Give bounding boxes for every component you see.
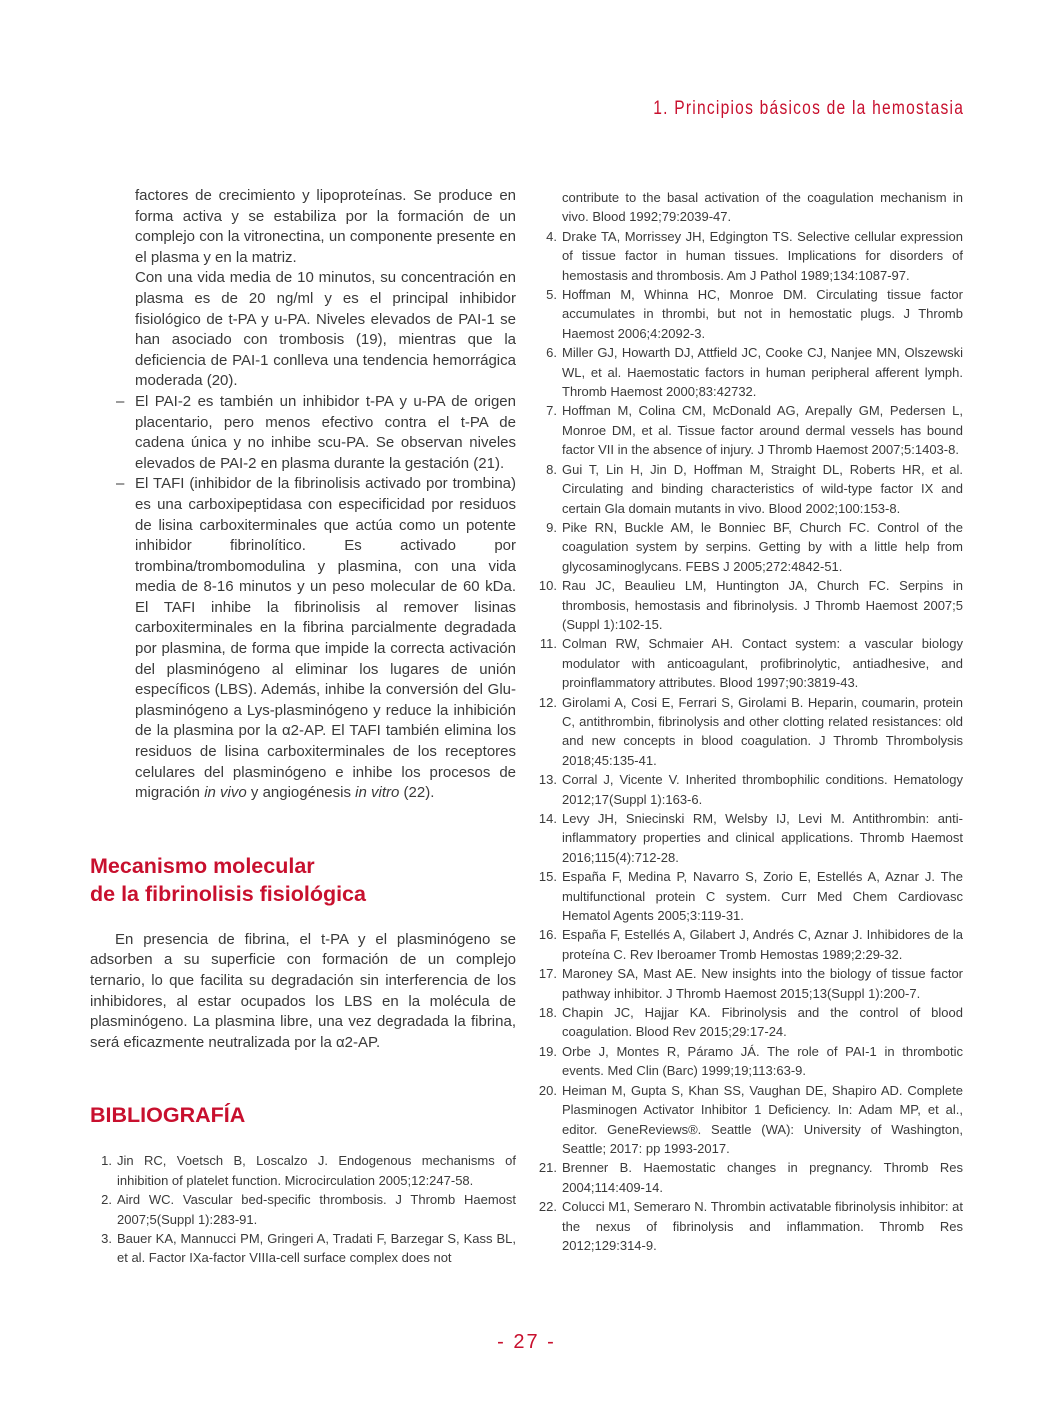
pai1-paragraph: Con una vida media de 10 minutos, su concentración en plasma es de 20 ng/ml y es el principal inhibidor fisiológico de t-PA y u-PA. Niveles elevados de PAI-1 se han asociado con trombosis (19), mientras que la deficiencia de PAI-1 conlleva una tendencia hemorrágica moderada (20). xyxy=(135,269,516,390)
reference-number: 11. xyxy=(539,636,557,652)
dash-bullet: – xyxy=(116,475,125,493)
reference-item xyxy=(90,1190,516,1229)
tafi-citation: (22). xyxy=(403,784,435,802)
section-title xyxy=(90,852,516,908)
bibliography-title: BIBLIOGRAFÍA xyxy=(90,1103,246,1128)
reference-text: Levy JH, Sniecinski RM, Welsby IJ, Levi M. Antithrombin: anti-inflammatory properties and clinical applications. Thromb Haemost 2016;115(4):712-28. xyxy=(562,811,963,865)
reference-item xyxy=(535,285,963,343)
reference-item xyxy=(535,401,963,459)
reference-text: Colucci M1, Semeraro N. Thrombin activatable fibrinolysis inhibitor: at the nexus of fibrinolysis and inflammation. Thromb Res 2012;129:314-9. xyxy=(562,1199,963,1253)
reference-item xyxy=(535,809,963,867)
reference-text: Chapin JC, Hajjar KA. Fibrinolysis and the control of blood coagulation. Blood Rev 2015;29:17-24. xyxy=(562,1005,963,1040)
mechanism-paragraph: En presencia de fibrina, el t-PA y el plasminógeno se adsorben a su superficie con formación de un complejo ternario, lo que facilita su degradación sin interferencia de los inhibidores, al estar ocupados los LBS en la molécula de plasminógeno. La plasmina libre, una vez degradada la fibrina, será eficazmente neutralizada por la α2-AP. xyxy=(90,930,516,1051)
reference-text: Aird WC. Vascular bed-specific thrombosis. J Thromb Haemost 2007;5(Suppl 1):283-91. xyxy=(117,1192,516,1227)
reference-item xyxy=(535,1197,963,1255)
reference-number: 10. xyxy=(538,578,557,594)
reference-item xyxy=(535,964,963,1003)
reference-text: Bauer KA, Mannucci PM, Gringeri A, Tradati F, Barzegar S, Kass BL, et al. Factor IXa-factor VIIIa-cell surface complex does not xyxy=(117,1231,516,1266)
reference-item xyxy=(535,867,963,925)
in-vitro-italic: in vitro xyxy=(355,784,400,802)
reference-item xyxy=(535,518,963,576)
reference-text: España F, Medina P, Navarro S, Zorio E, Estellés A, Aznar J. The multifunctional protein C system. Curr Med Chem Cardiovasc Hematol Agents 2005;3:119-31. xyxy=(562,869,963,924)
reference-number: 14. xyxy=(538,811,557,826)
reference-number: 19. xyxy=(538,1043,557,1059)
reference-number: 22. xyxy=(538,1199,557,1215)
reference-number: 6. xyxy=(546,345,557,361)
tafi-text: El TAFI (inhibidor de la fibrinolisis activado por trombina) es una carboxipeptidasa con especificidad por residuos de lisina carboxiterminales que actúa como un potente inhibidor fibrinolítico. Es activado por trombina/trombomodulina y plasmina, con una vida media de 8-16 minutos y un peso molecular de 60 kDa. El TAFI inhibe la fibrinolisis al remover lisinas carboxiterminales en la fibrina parcialmente degradada por plasmina, de forma que impide la correcta activación del plasminógeno al eliminar los lugares de unión específicos (LBS). Además, inhibe la conversión del Glu-plasminógeno a Lys-plasminógeno y reduce la inhibición de la plasmina por la α2-AP. El TAFI también elimina los residuos de lisina carboxiterminales de los receptores celulares del plasminógeno e inhibe los procesos de migración xyxy=(135,475,516,802)
reference-item xyxy=(535,1081,963,1159)
reference-text: Brenner B. Haemostatic changes in pregnancy. Thromb Res 2004;114:409-14. xyxy=(562,1160,963,1195)
reference-number: 7. xyxy=(546,403,557,419)
reference-text: Orbe J, Montes R, Páramo JÁ. The role of PAI-1 in thrombotic events. Med Clin (Barc) 1999;19;113:63-9. xyxy=(562,1043,963,1079)
reference-text: Heiman M, Gupta S, Khan SS, Vaughan DE, Shapiro AD. Complete Plasminogen Activator Inhibitor 1 Deficiency. In: Adam MP, et al., editor. GeneReviews®. Seattle (WA): University of Washington, Seattle; 2017: pp 1993-2017. xyxy=(562,1082,963,1156)
pai2-text: El PAI-2 es también un inhibidor t-PA y u-PA de origen placentario, pero menos efectivo contra el t-PA de cadena única y no inhibe scu-PA. Se observan niveles elevados de PAI-2 en plasma durante la gestación (21). xyxy=(135,392,516,472)
reference-text: contribute to the basal activation of the coagulation mechanism in vivo. Blood 1992;79:2039-47. xyxy=(562,190,963,225)
reference-text: Corral J, Vicente V. Inherited thrombophilic conditions. Hematology 2012;17(Suppl 1):163-6. xyxy=(562,772,963,807)
in-vivo-italic: in vivo xyxy=(204,784,247,802)
reference-item xyxy=(535,1003,963,1042)
reference-text: Girolami A, Cosi E, Ferrari S, Girolami B. Heparin, coumarin, protein C, antithrombin, fibrinolysis and other clotting related resistances: old and new concepts in blood coagulation. J Thromb Thrombolysis 2018;45:135-41. xyxy=(562,694,963,768)
reference-number: 2. xyxy=(101,1192,112,1208)
reference-text: Jin RC, Voetsch B, Loscalzo J. Endogenous mechanisms of inhibition of platelet function. Microcirculation 2005;12:247-58. xyxy=(117,1153,516,1188)
reference-text: Drake TA, Morrissey JH, Edgington TS. Selective cellular expression of tissue factor in human tissues. Implications for disorders of hemostasis and thrombosis. Am J Pathol 1989;134:1087-97. xyxy=(562,228,963,283)
left-column xyxy=(90,186,516,1268)
page-number: - 27 - xyxy=(497,1331,556,1353)
reference-text: Miller GJ, Howarth DJ, Attfield JC, Cooke CJ, Nanjee MN, Olszewski WL, et al. Haemostatic factors in human peripheral afferent lymph. Thromb Haemost 2000;83:42732. xyxy=(562,345,963,400)
reference-number: 9. xyxy=(546,519,557,535)
reference-item xyxy=(535,634,963,692)
reference-item xyxy=(90,1229,516,1268)
continued-paragraph: factores de crecimiento y lipoproteínas. Se produce en forma activa y se estabiliza por la formación de un complejo con la vitronectina, un componente presente en el plasma y en la matriz. xyxy=(135,187,516,266)
reference-text: Hoffman M, Colina CM, McDonald AG, Arepally GM, Pedersen L, Monroe DM, et al. Tissue factor around dermal vessels has bound factor VII in the absence of injury. J Thromb Haemost 2007;5:1403-8. xyxy=(562,403,963,458)
reference-item xyxy=(535,576,963,634)
section-title-line2: de la fibrinolisis fisiológica xyxy=(90,881,366,906)
reference-number: 5. xyxy=(546,287,557,303)
reference-text: Gui T, Lin H, Jin D, Hoffman M, Straight DL, Roberts HR, et al. Circulating and binding characteristics of wild-type factor IX and certain Gla domain mutants in vivo. Blood 2002;100:153-8. xyxy=(562,461,963,516)
reference-text: Hoffman M, Whinna HC, Monroe DM. Circulating tissue factor accumulates in thrombi, but not in hemostatic plugs. J Thromb Haemost 2006;4:2092-3. xyxy=(562,287,963,341)
reference-text: Rau JC, Beaulieu LM, Huntington JA, Church FC. Serpins in thrombosis, hemostasis and fibrinolysis. J Thromb Haemost 2007;5 (Suppl 1):102-15. xyxy=(562,578,963,632)
reference-item xyxy=(535,925,963,964)
reference-item xyxy=(535,770,963,809)
reference-number: 15. xyxy=(538,869,557,885)
reference-number: 20. xyxy=(538,1082,557,1098)
reference-number: 12. xyxy=(538,694,557,710)
reference-item xyxy=(535,1158,963,1197)
reference-item xyxy=(90,1151,516,1190)
reference-text: Pike RN, Buckle AM, le Bonniec BF, Church FC. Control of the coagulation system by serpins. Getting by with a little help from glycosaminoglycans. FEBS J 2005;272:4842-51. xyxy=(562,519,963,574)
reference-number: 18. xyxy=(538,1005,557,1021)
reference-number: 13. xyxy=(538,772,557,788)
reference-item xyxy=(535,227,963,285)
right-column xyxy=(535,188,963,1255)
reference-item xyxy=(535,343,963,401)
reference-item xyxy=(535,693,963,771)
reference-list-left xyxy=(90,1151,516,1267)
reference-continuation xyxy=(535,188,963,227)
running-header: 1. Principios básicos de la hemostasia xyxy=(653,98,964,119)
reference-number: 4. xyxy=(546,228,557,244)
pai2-list-item xyxy=(90,392,516,474)
section-title-line1: Mecanismo molecular xyxy=(90,853,315,878)
tafi-list-item xyxy=(90,474,516,804)
reference-text: España F, Estellés A, Gilabert J, Andrés C, Aznar J. Inhibidores de la proteína C. Rev Iberoamer Tromb Hemostas 1989;2:29-32. xyxy=(562,927,963,962)
reference-number: 3. xyxy=(101,1231,112,1246)
tafi-and-text: y angiogénesis xyxy=(250,784,351,802)
reference-number: 16. xyxy=(538,927,557,943)
reference-text: Maroney SA, Mast AE. New insights into the biology of tissue factor pathway inhibitor. J Thromb Haemost 2015;13(Suppl 1):200-7. xyxy=(562,966,963,1001)
reference-number: 21. xyxy=(538,1160,557,1176)
reference-number: 8. xyxy=(546,461,557,477)
dash-bullet: – xyxy=(116,392,125,410)
reference-item xyxy=(535,460,963,518)
reference-number: 1. xyxy=(101,1153,112,1169)
reference-number: 17. xyxy=(538,966,557,982)
reference-text: Colman RW, Schmaier AH. Contact system: a vascular biology modulator with anticoagulant, profibrinolytic, antiadhesive, and proinflammatory attributes. Blood 1997;90:3819-43. xyxy=(562,636,963,691)
reference-list-right xyxy=(535,227,963,1256)
reference-item xyxy=(535,1042,963,1081)
